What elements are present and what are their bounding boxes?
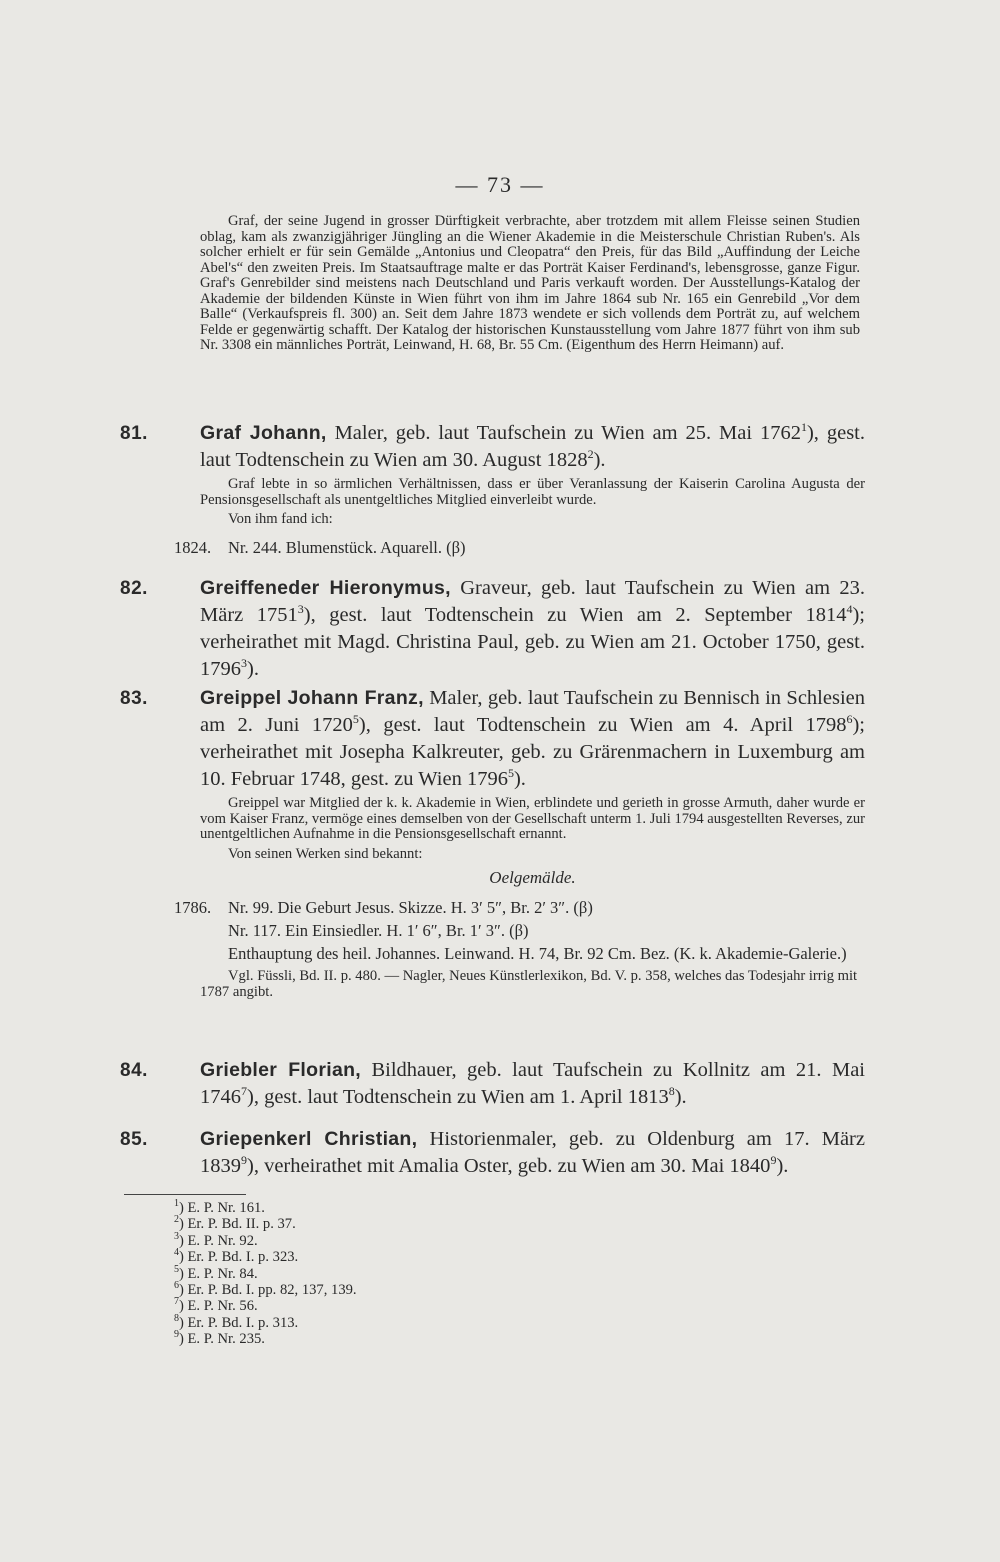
footnote-ref: 4: [846, 602, 853, 617]
work-list: [120, 896, 865, 965]
heading-text: ).: [593, 449, 606, 471]
work-text: Nr. 244. Blumenstück. Aquarell. (β): [228, 537, 466, 557]
intro-paragraph: Graf, der seine Jugend in grosser Dürftigkeit verbrachte, aber trotzdem mit allem Fleisse seinen Studien oblag, kam als zwanzigjähriger Jüngling an die Wiener Akademie in die Meisterschule Christian Ruben's. Als solcher erhielt er für sein Gemälde „Antonius und Cleopatra“ den Preis, für das Bild „Auffindung der Leiche Abel's“ den zweiten Preis. Im Staatsauftrage malte er das Porträt Kaiser Ferdinand's, lebensgrosse, ganze Figur. Graf's Genrebilder sind meistens nach Deutschland und Paris verkauft worden. Der Ausstellungs-Katalog der Akademie der bildenden Künste in Wien führt von ihm im Jahre 1864 sub Nr. 165 ein Genrebild „Vor dem Balle“ (Verkaufspreis fl. 300) an. Seit dem Jahre 1873 wendete er sich vollends dem Porträt zu, auf welchem Felde er gegenwärtig schafft. Der Katalog der historischen Kunstausstellung vom Jahre 1877 führt von ihm sub Nr. 3308 ein männliches Porträt, Leinwand, H. 68, Br. 55 Cm. (Eigenthum des Herrn Heimann) auf.: [200, 213, 860, 353]
footnote-text: ) Er. P. Bd. I. p. 313.: [179, 1314, 299, 1331]
artist-name: Graf Johann,: [200, 422, 327, 444]
entry-heading: [120, 685, 865, 793]
footnote: [174, 1230, 357, 1249]
heading-text: Graveur, geb. laut Taufschein zu Wien am 23. März 1751: [200, 577, 865, 626]
footnote-ref: 6: [846, 712, 853, 727]
footnote-divider: [124, 1194, 246, 1195]
entry-number: 81.: [120, 423, 148, 444]
heading-text: ), gest. laut Todtenschein zu Wien am 2. September 1814: [303, 604, 847, 626]
heading-text: ).: [247, 658, 259, 680]
footnote-text: ) E. P. Nr. 161.: [179, 1200, 265, 1216]
footnote-ref: 1: [800, 420, 807, 435]
entry-heading: [120, 1057, 865, 1111]
work-item: Nr. 117. Ein Einsiedler. H. 1′ 6″, Br. 1′ 3″. (β): [228, 921, 529, 940]
footnote-mark: 2: [174, 1214, 179, 1226]
heading-text: Bildhauer, geb. laut Taufschein zu Kollnitz am 21. Mai 1746: [200, 1059, 865, 1108]
footnote-ref: 3: [297, 602, 304, 617]
heading-text: ), gest. laut Todtenschein zu Wien am 30. August 1828: [200, 422, 865, 471]
entry-85: [120, 1126, 865, 1180]
heading-text: ), gest. laut Todtenschein zu Wien am 4. April 1798: [358, 714, 847, 736]
heading-text: ); verheirathet mit Magd. Christina Paul, geb. zu Wien am 21. October 1750, gest. 1796: [200, 604, 865, 680]
entry-note: Graf lebte in so ärmlichen Verhältnissen, dass er über Veranlassung der Kaiserin Carolina Augusta der Pensionsgesellschaft als unentgeltliches Mitglied einverleibt wurde.: [200, 476, 865, 508]
entry-81: [120, 420, 865, 559]
footnote-mark: 5: [174, 1263, 179, 1275]
footnote-mark: 8: [174, 1312, 179, 1324]
entry-number: 84.: [120, 1060, 148, 1081]
section-title: Oelgemälde.: [489, 868, 576, 887]
footnote: [174, 1282, 357, 1298]
works-intro: Von seinen Werken sind bekannt:: [228, 845, 423, 862]
footnote-text: ) E. P. Nr. 235.: [179, 1331, 265, 1348]
entry-note: Greippel war Mitglied der k. k. Akademie in Wien, erblindete und gerieth in grosse Armuth, daher wurde er vom Kaiser Franz, vermöge eines demselben von der Gesellschaft unterm 1. Juli 1794 ausgestellten Reverses, zur unentgeltlichen Aufnahme in die Pensionsgesellschaft ernannt.: [200, 795, 865, 842]
heading-text: ).: [513, 768, 526, 790]
artist-name: Griebler Florian,: [200, 1059, 362, 1081]
footnotes: [174, 1200, 357, 1348]
footnote-ref: 3: [241, 656, 247, 671]
artist-name: Greiffeneder Hieronymus,: [200, 577, 451, 599]
footnote-ref: 7: [241, 1084, 247, 1099]
heading-text: ); verheirathet mit Josepha Kalkreuter, geb. zu Grärenmachern in Luxemburg am 10. Februar 1748, gest. zu Wien 1796: [200, 714, 866, 790]
footnote-text: ) Er. P. Bd. I. p. 323.: [179, 1249, 299, 1266]
heading-text: ).: [674, 1086, 687, 1108]
footnote-text: ) Er. P. Bd. I. pp. 82, 137, 139.: [179, 1282, 357, 1299]
entry-number: 85.: [120, 1129, 148, 1150]
entry-number: 83.: [120, 688, 148, 709]
entry-heading: [120, 420, 865, 474]
work-item: [174, 896, 865, 919]
entry-82: [120, 575, 865, 683]
work-text: Nr. 99. Die Geburt Jesus. Skizze. H. 3′ 5″, Br. 2′ 3″. (β): [228, 898, 593, 917]
footnote-ref: 5: [507, 766, 514, 781]
footnote-mark: 7: [174, 1296, 179, 1308]
page-number: — 73 —: [455, 172, 545, 197]
entry-83: [120, 685, 865, 1000]
heading-text: ).: [776, 1155, 789, 1177]
footnote-text: ) E. P. Nr. 56.: [179, 1298, 258, 1315]
footnote-text: ) Er. P. Bd. II. p. 37.: [179, 1216, 296, 1233]
entry-84: [120, 1057, 865, 1111]
footnote-ref: 5: [352, 712, 359, 727]
footnote: [174, 1263, 357, 1282]
footnote-mark: 4: [174, 1247, 179, 1259]
footnote-ref: 9: [770, 1153, 777, 1168]
work-item: [120, 536, 865, 559]
heading-text: Maler, geb. laut Taufschein zu Wien am 25. Mai 1762: [326, 422, 801, 444]
footnote-ref: 9: [241, 1153, 247, 1168]
footnote: [174, 1312, 357, 1331]
footnote-mark: 1: [174, 1198, 179, 1210]
reference-note: Vgl. Füssli, Bd. II. p. 480. — Nagler, Neues Künstlerlexikon, Bd. V. p. 358, welches das Todesjahr irrig mit 1787 angibt.: [200, 968, 858, 1000]
artist-name: Greippel Johann Franz,: [200, 687, 424, 709]
work-item: Enthauptung des heil. Johannes. Leinwand. H. 74, Br. 92 Cm. Bez. (K. k. Akademie-Galerie.): [228, 944, 847, 963]
footnote-mark: 3: [174, 1230, 179, 1242]
footnote-text: ) E. P. Nr. 84.: [179, 1265, 258, 1282]
footnote-ref: 2: [587, 447, 594, 462]
footnote-ref: 8: [668, 1084, 675, 1099]
heading-text: Maler, geb. laut Taufschein zu Bennisch in Schlesien am 2. Juni 1720: [200, 687, 865, 736]
entry-heading: [120, 575, 865, 683]
footnote-mark: 6: [174, 1280, 179, 1292]
footnote: [174, 1331, 357, 1347]
heading-text: Historienmaler, geb. zu Oldenburg am 17. März 1839: [200, 1128, 865, 1177]
work-year: 1786.: [174, 898, 212, 917]
footnote-text: ) E. P. Nr. 92.: [179, 1232, 258, 1249]
work-year: 1824.: [174, 537, 212, 557]
artist-name: Griepenkerl Christian,: [200, 1128, 418, 1150]
entry-number: 82.: [120, 578, 148, 599]
footnote: [174, 1216, 357, 1232]
footnote: [174, 1200, 357, 1216]
works-intro: Von ihm fand ich:: [228, 511, 333, 527]
heading-text: ), gest. laut Todtenschein zu Wien am 1. April 1813: [247, 1086, 669, 1108]
heading-text: ), verheirathet mit Amalia Oster, geb. zu Wien am 30. Mai 1840: [247, 1155, 771, 1177]
entry-heading: [120, 1126, 865, 1180]
footnote: [174, 1249, 357, 1265]
footnote: [174, 1298, 357, 1314]
footnote-mark: 9: [174, 1329, 179, 1341]
